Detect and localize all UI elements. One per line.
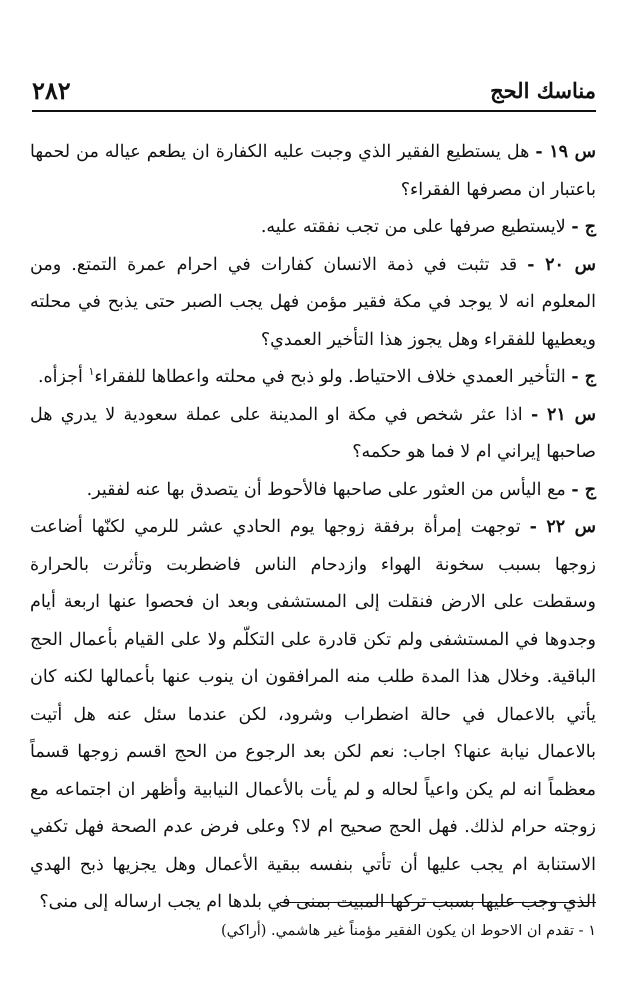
question-text: اذا عثر شخص في مكة او المدينة على عملة سعودية لا يدري هل صاحبها إيراني ام لا فما هو حكمه؟: [30, 404, 596, 462]
question-20: [30, 247, 596, 360]
question-label: س ١٩ -: [535, 142, 596, 162]
answer-text: التأخير العمدي خلاف الاحتياط. ولو ذبح في محلته واعطاها للفقراء: [94, 367, 566, 387]
question-label: س ٢٢ -: [529, 517, 596, 537]
question-text: قد تثبت في ذمة الانسان كفارات في احرام عمرة التمتع. ومن المعلوم انه لا يوجد في مكة فقير مؤمن فهل يجب الصبر حتى يذبح في محلته ويعطيها للفقراء وهل يجوز هذا التأخير العمدي؟: [30, 254, 596, 350]
question-text: هل يستطيع الفقير الذي وجبت عليه الكفارة ان يطعم عياله من لحمها باعتبار ان مصرفها الفقراء؟: [30, 142, 596, 200]
answer-text: لايستطيع صرفها على من تجب نفقته عليه.: [260, 217, 566, 237]
question-22: [30, 509, 596, 922]
running-head: [32, 76, 596, 110]
answer-text-end: أجزأه.: [37, 367, 89, 387]
answer-21: [30, 472, 596, 510]
answer-label: ج -: [571, 217, 596, 237]
question-label: س ٢٠ -: [527, 254, 596, 275]
answer-label: ج -: [571, 367, 596, 387]
answer-20: [30, 359, 596, 397]
answer-19: [30, 209, 596, 247]
footnote-rule: [280, 902, 596, 903]
answer-label: ج -: [571, 479, 596, 500]
chapter-title: مناسك الحج: [490, 78, 596, 103]
header-rule: [32, 110, 596, 112]
question-19: [30, 134, 596, 209]
footnote: ١ - تقدم ان الاحوط ان يكون الفقير مؤمناً غير هاشمي. (أراكي): [221, 923, 596, 939]
question-label: س ٢١ -: [530, 404, 596, 425]
question-text: توجهت إمرأة برفقة زوجها يوم الحادي عشر للرمي لكنّها أضاعت زوجها بسبب سخونة الهواء وازدحام الناس فاضطربت وتأثرت بالحرارة وسقطت على الارض فنقلت إلى المستشفى وبعد ان فحصوا عنها اربعة أيام وجدوها في المستشفى ولم تكن قادرة على التكلّم ولا على القيام بأعمال الحج الباقية. وخلال هذا المدة طلب منه المرافقون ان ينوب عنها بأعمالها لكنه كان يأتي بالاعمال في حالة اضطراب وشرود، لكن عندما سئل عنه هل أتيت بالاعمال نيابة عنها؟ اجاب: نعم لكن بعد الرجوع من الحج اقسم زوجها قسماً معظماً انه لم يكن واعياً لحاله و لم يأت بالأعمال النيابية وأظهر ان اجتماعه مع زوجته حرام لذلك. فهل الحج صحيح ام لا؟ وعلى فرض عدم الصحة فهل تكفي الاستنابة ام يجب عليها أن تأتي بنفسه ببقية الأعمال وهل يجزيها ذبح الهدي الذي وجب عليها بسبب تركها المبيت بمنى في بلدها ام يجب ارساله إلى منى؟: [30, 517, 596, 912]
answer-text: مع اليأس من العثور على صاحبها فالأحوط أن يتصدق بها عنه لفقير.: [86, 479, 566, 500]
body-text: [30, 134, 596, 922]
page-number: ٢٨٢: [32, 76, 71, 105]
footnote-mark: ١: [88, 365, 95, 379]
question-21: [30, 397, 596, 472]
